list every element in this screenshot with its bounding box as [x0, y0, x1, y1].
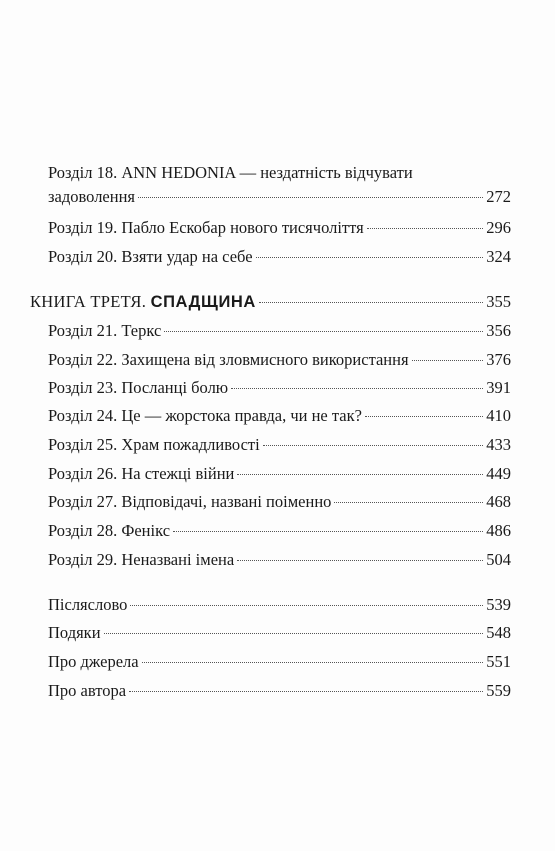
- toc-entry-title: Розділ 25. Храм пожадливості: [48, 435, 260, 454]
- toc-entry-title: Про джерела: [48, 652, 139, 671]
- dot-leader: [367, 228, 484, 229]
- toc-entry-acknowledgements: [48, 623, 511, 643]
- toc-entry-title: Розділ 29. Неназвані імена: [48, 550, 235, 569]
- toc-entry-chapter-22: [48, 350, 511, 370]
- dot-leader: [129, 691, 483, 692]
- toc-entry-afterword: [48, 595, 511, 615]
- toc-page-number: 355: [486, 292, 511, 311]
- dot-leader: [237, 474, 483, 475]
- toc-page-number: 391: [486, 378, 511, 397]
- toc-entry-chapter-19: [48, 218, 511, 238]
- toc-entry-chapter-24: [48, 406, 511, 426]
- toc-page-number: 551: [486, 652, 511, 671]
- toc-entry-chapter-29: [48, 550, 511, 570]
- toc-entry-title: Розділ 26. На стежці війни: [48, 464, 235, 483]
- toc-entry-chapter-25: [48, 435, 511, 455]
- toc-entry-title: Розділ 21. Теркс: [48, 321, 162, 340]
- toc-entry-chapter-26: [48, 464, 511, 484]
- dot-leader: [138, 197, 483, 198]
- dot-leader: [334, 502, 483, 503]
- toc-entry-chapter-18: [48, 163, 511, 207]
- toc-page-number: 539: [486, 595, 511, 614]
- toc-page-number: 410: [486, 406, 511, 425]
- toc-entry-about-author: [48, 681, 511, 701]
- toc-entry-title: Подяки: [48, 623, 101, 642]
- toc-entry-title: Розділ 22. Захищена від зловмисного використання: [48, 350, 409, 369]
- toc-entry-chapter-21: [48, 321, 511, 341]
- dot-leader: [164, 331, 483, 332]
- dot-leader: [173, 531, 483, 532]
- toc-entry-title: Про автора: [48, 681, 127, 700]
- book-prefix: КНИГА ТРЕТЯ.: [30, 292, 147, 311]
- dot-leader: [237, 560, 483, 561]
- toc-page-number: 468: [486, 492, 511, 511]
- toc-entry-title: Розділ 19. Пабло Ескобар нового тисячоліття: [48, 218, 364, 237]
- dot-leader: [231, 388, 483, 389]
- toc-entry-title: задоволення: [48, 187, 136, 206]
- toc-page-number: 324: [486, 247, 511, 266]
- toc-entry-title-line1: Розділ 18. ANN HEDONIA — нездатність відчувати: [48, 163, 413, 182]
- toc-entry-book-three: [30, 292, 511, 312]
- dot-leader: [104, 633, 484, 634]
- toc-entry-chapter-20: [48, 247, 511, 267]
- dot-leader: [412, 360, 484, 361]
- toc-page-number: 296: [486, 218, 511, 237]
- toc-page-number: 486: [486, 521, 511, 540]
- dot-leader: [259, 302, 483, 303]
- dot-leader: [365, 416, 483, 417]
- toc-entry-chapter-28: [48, 521, 511, 541]
- dot-leader: [263, 445, 484, 446]
- book-title: СПАДЩИНА: [150, 293, 256, 311]
- dot-leader: [142, 662, 484, 663]
- toc-entry-chapter-23: [48, 378, 511, 398]
- toc-entry-title: Післяслово: [48, 595, 128, 614]
- toc-entry-chapter-27: [48, 492, 511, 512]
- toc-entry-sources: [48, 652, 511, 672]
- toc-entry-title: Розділ 27. Відповідачі, названі поіменно: [48, 492, 332, 511]
- toc-entry-title: Розділ 20. Взяти удар на себе: [48, 247, 253, 266]
- toc-entry-title: Розділ 28. Фенікс: [48, 521, 171, 540]
- dot-leader: [256, 257, 484, 258]
- toc-page-number: 433: [486, 435, 511, 454]
- toc-page-number: 559: [486, 681, 511, 700]
- toc-page-number: 449: [486, 464, 511, 483]
- toc-page-number: 356: [486, 321, 511, 340]
- dot-leader: [130, 605, 483, 606]
- toc-page-number: 548: [486, 623, 511, 642]
- toc-entry-title: Розділ 23. Посланці болю: [48, 378, 229, 397]
- toc-page-number: 272: [486, 187, 511, 206]
- toc-entry-title: Розділ 24. Це — жорстока правда, чи не так?: [48, 406, 362, 425]
- toc-page-number: 504: [486, 550, 511, 569]
- toc-page-number: 376: [486, 350, 511, 369]
